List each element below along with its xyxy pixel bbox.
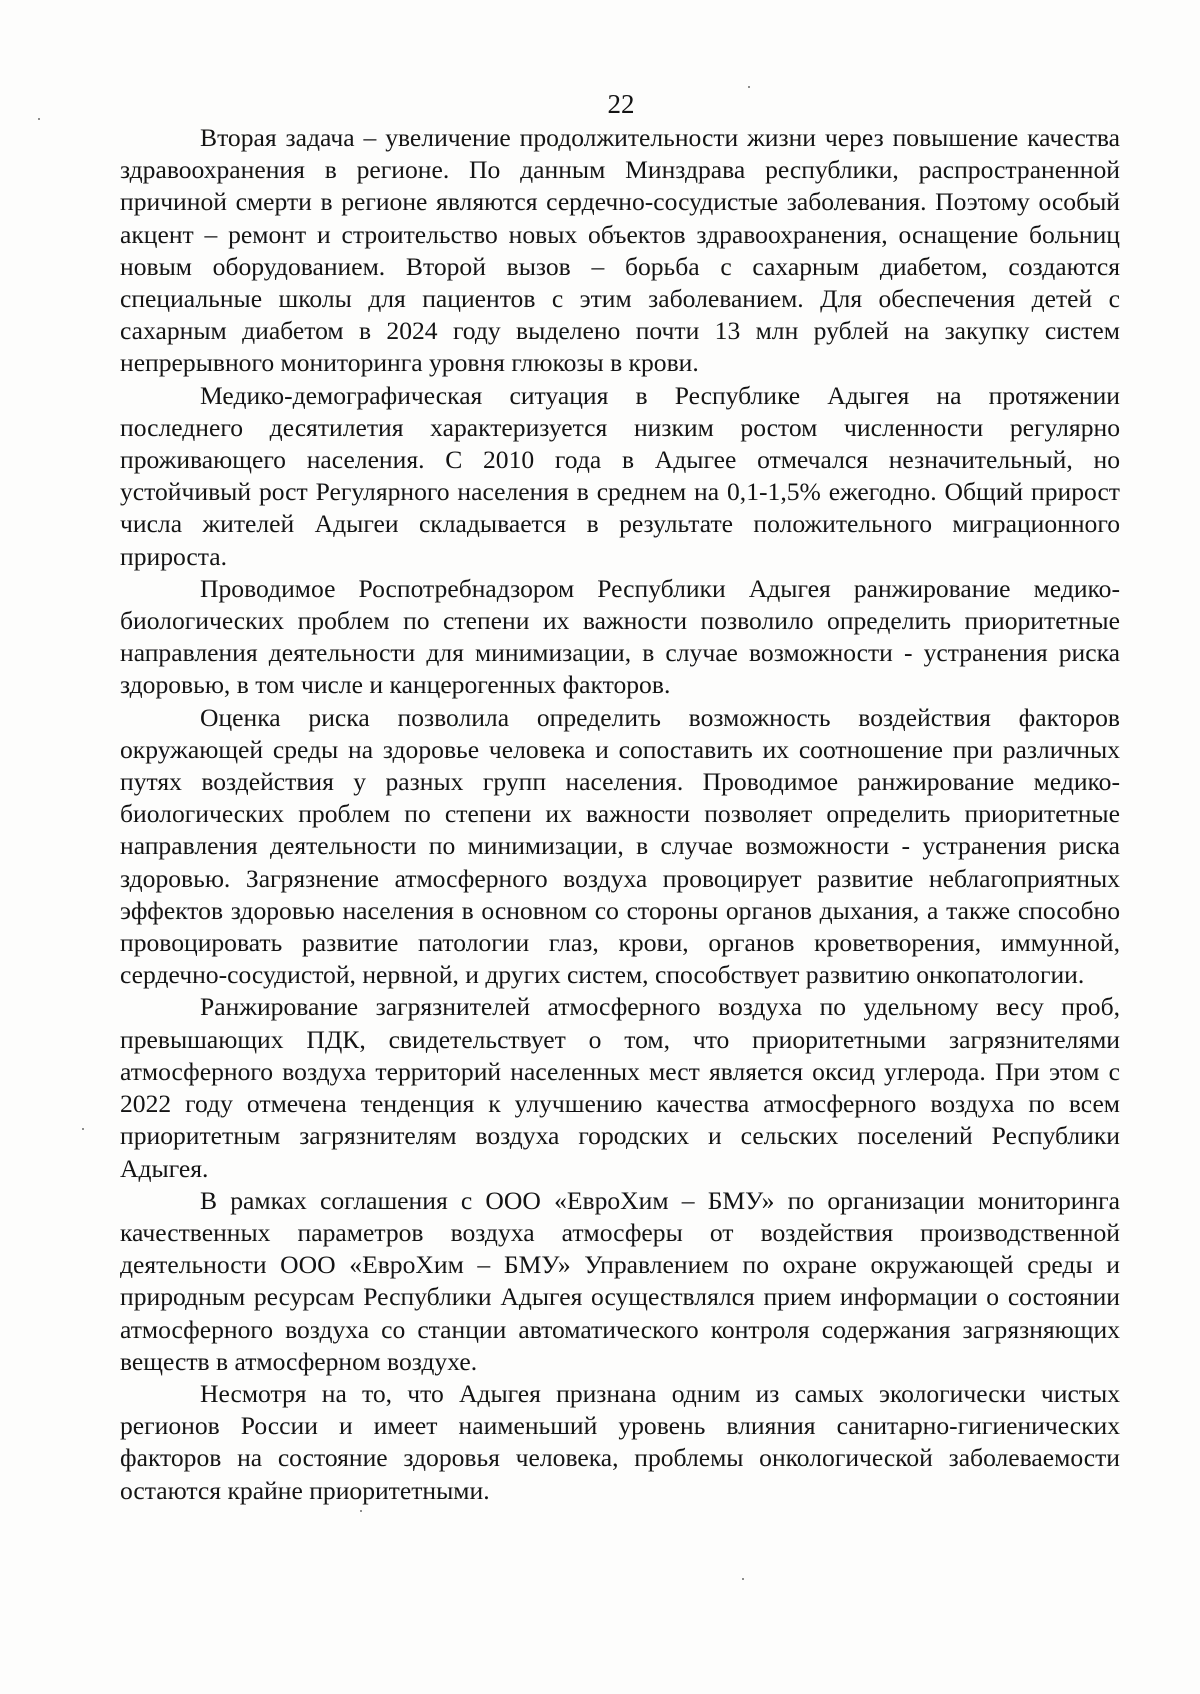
- page-number: 22: [607, 89, 635, 119]
- paragraph: Несмотря на то, что Адыгея признана одним из самых экологически чистых регионов России и имеет наименьший уровень влияния санитарно-гигиенических факторов на состояние здоровья человека, проблемы онкологической заболеваемости остаются крайне приоритетными.: [120, 1378, 1120, 1505]
- scan-speck: [742, 1578, 744, 1580]
- scan-speck: [748, 86, 750, 88]
- paragraph: Проводимое Роспотребнадзором Республики Адыгея ранжирование медико-биологических проблем по степени их важности позволило определить приоритетные направления деятельности для минимизации, в случае возможности - устранения риска здоровью, в том числе и канцерогенных факторов.: [120, 573, 1120, 700]
- paragraph: Ранжирование загрязнителей атмосферного воздуха по удельному весу проб, превышающих ПДК, свидетельствует о том, что приоритетными загрязнителями атмосферного воздуха территорий населенных мест является оксид углерода. При этом с 2022 году отмечена тенденция к улучшению качества атмосферного воздуха по всем приоритетным загрязнителям воздуха городских и сельских поселений Республики Адыгея.: [120, 992, 1120, 1183]
- document-body: [120, 122, 1120, 1507]
- scan-speck: [38, 118, 40, 120]
- paragraph: В рамках соглашения с ООО «ЕвроХим – БМУ» по организации мониторинга качественных параметров воздуха атмосферы от воздействия производственной деятельности ООО «ЕвроХим – БМУ» Управлением по охране окружающей среды и природным ресурсам Республики Адыгея осуществлялся прием информации о состоянии атмосферного воздуха со станции автоматического контроля содержания загрязняющих веществ в атмосферном воздухе.: [120, 1185, 1120, 1376]
- paragraph: Вторая задача – увеличение продолжительности жизни через повышение качества здравоохранения в регионе. По данным Минздрава республики, распространенной причиной смерти в регионе являются сердечно-сосудистые заболевания. Поэтому особый акцент – ремонт и строительство новых объектов здравоохранения, оснащение больниц новым оборудованием. Второй вызов – борьба с сахарным диабетом, создаются специальные школы для пациентов с этим заболеванием. Для обеспечения детей с сахарным диабетом в 2024 году выделено почти 13 млн рублей на закупку систем непрерывного мониторинга уровня глюкозы в крови.: [120, 123, 1120, 378]
- scan-speck: [82, 1128, 84, 1130]
- paragraph: Медико-демографическая ситуация в Республике Адыгея на протяжении последнего десятилетия характеризуется низким ростом численности регулярно проживающего населения. С 2010 года в Адыгее отмечался незначительный, но устойчивый рост Регулярного населения в среднем на 0,1-1,5% ежегодно. Общий прирост числа жителей Адыгеи складывается в результате положительного миграционного прироста.: [120, 380, 1120, 571]
- paragraph: Оценка риска позволила определить возможность воздействия факторов окружающей среды на здоровье человека и сопоставить их соотношение при различных путях воздействия у разных групп населения. Проводимое ранжирование медико-биологических проблем по степени их важности позволяет определить приоритетные направления деятельности по минимизации, в случае возможности - устранения риска здоровью. Загрязнение атмосферного воздуха провоцирует развитие неблагоприятных эффектов здоровью населения в основном со стороны органов дыхания, а также способно провоцировать развитие патологии глаз, крови, органов кроветворения, иммунной, сердечно-сосудистой, нервной, и других систем, способствует развитию онкопатологии.: [120, 702, 1120, 990]
- scan-speck: [360, 1510, 362, 1512]
